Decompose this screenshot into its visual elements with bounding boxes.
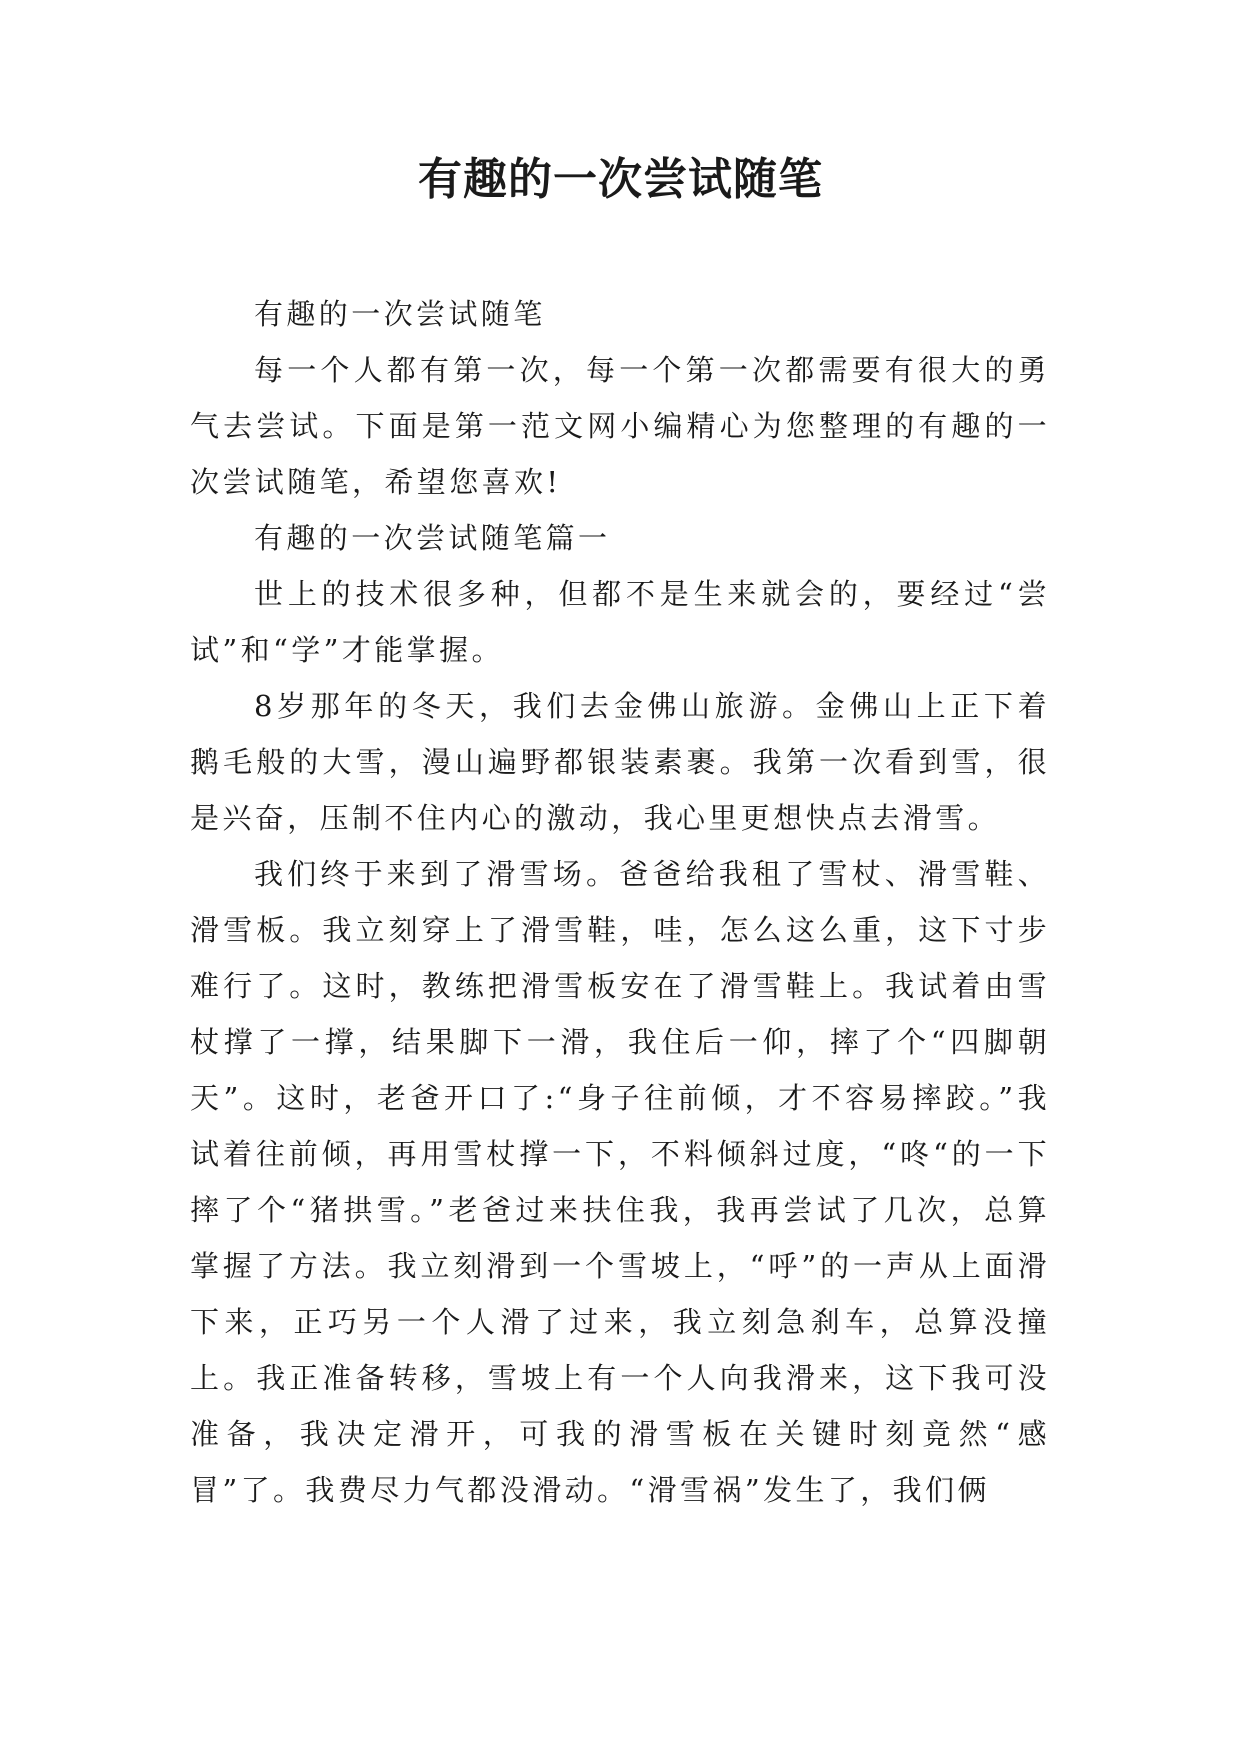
body-paragraph: 世上的技术很多种，但都不是生来就会的，要经过“尝试”和“学”才能掌握。 <box>190 577 1050 667</box>
document-body <box>190 286 1050 1518</box>
body-paragraph: 8岁那年的冬天，我们去金佛山旅游。金佛山上正下着鹅毛般的大雪，漫山遍野都银装素裹。我第一次看到雪，很是兴奋，压制不住内心的激动，我心里更想快点去滑雪。 <box>190 689 1050 835</box>
document-title: 有趣的一次尝试随笔 <box>418 154 823 205</box>
body-paragraph: 有趣的一次尝试随笔篇一 <box>254 521 611 555</box>
body-paragraph: 有趣的一次尝试随笔 <box>254 297 546 331</box>
body-paragraph: 我们终于来到了滑雪场。爸爸给我租了雪杖、滑雪鞋、滑雪板。我立刻穿上了滑雪鞋，哇，怎么这么重，这下寸步难行了。这时，教练把滑雪板安在了滑雪鞋上。我试着由雪杖撑了一撑，结果脚下一滑，我住后一仰，摔了个“四脚朝天”。这时，老爸开口了:“身子往前倾，才不容易摔跤。”我试着往前倾，再用雪杖撑一下，不料倾斜过度，“咚“的一下摔了个“猪拱雪。”老爸过来扶住我，我再尝试了几次，总算掌握了方法。我立刻滑到一个雪坡上，“呼”的一声从上面滑下来，正巧另一个人滑了过来，我立刻急刹车，总算没撞上。我正准备转移，雪坡上有一个人向我滑来，这下我可没准备，我决定滑开，可我的滑雪板在关键时刻竟然“感冒”了。我费尽力气都没滑动。“滑雪祸”发生了，我们俩 <box>190 857 1050 1507</box>
body-paragraph: 每一个人都有第一次，每一个第一次都需要有很大的勇气去尝试。下面是第一范文网小编精心为您整理的有趣的一次尝试随笔，希望您喜欢! <box>190 353 1050 499</box>
